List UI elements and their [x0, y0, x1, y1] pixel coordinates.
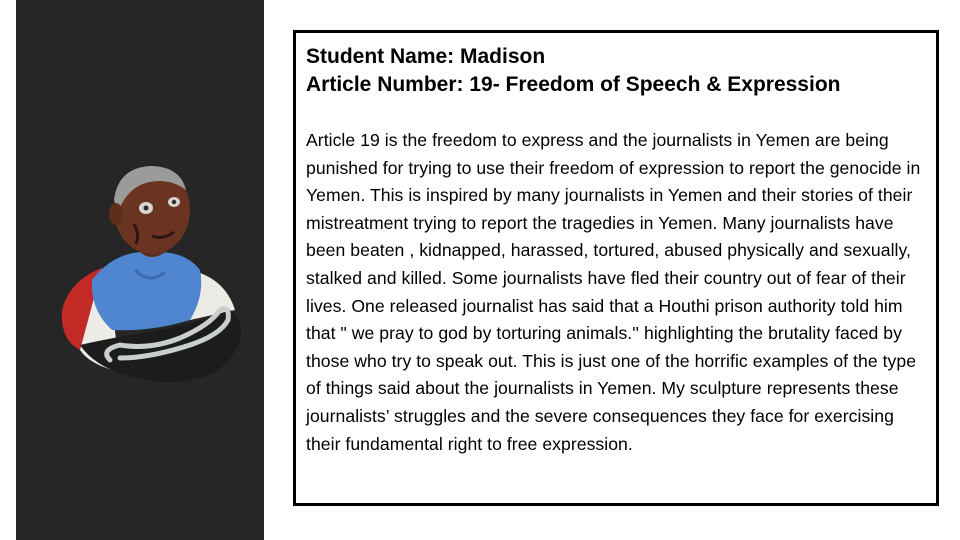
article-number: Article Number: 19- Freedom of Speech & Expression — [306, 73, 841, 96]
article-description: Article 19 is the freedom to express and the journalists in Yemen are being punished for trying to use their freedom of expression to report the genocide in Yemen. This is inspired by many journalists in Yemen and their stories of their mistreatment trying to report the tragedies in Yemen. Many journalists have been beaten , kidnapped, harassed, tortured, abused physically and sexually, stalked and killed. Some journalists have fled their country out of fear of their lives. One released journalist has said that a Houthi prison authority told him that " we pray to god by torturing animals.'' highlighting the brutality faced by those who try to speak out. This is just one of the horrific examples of the type of things said about the journalists in Yemen. My sculpture represents these journalists’ struggles and the severe consequences they face for exercising their fundamental right to free expression. — [306, 130, 921, 454]
sculpture-image — [40, 160, 260, 400]
student-name: Student Name: Madison — [306, 45, 546, 68]
image-panel — [16, 0, 264, 540]
article-text-box — [293, 30, 939, 506]
